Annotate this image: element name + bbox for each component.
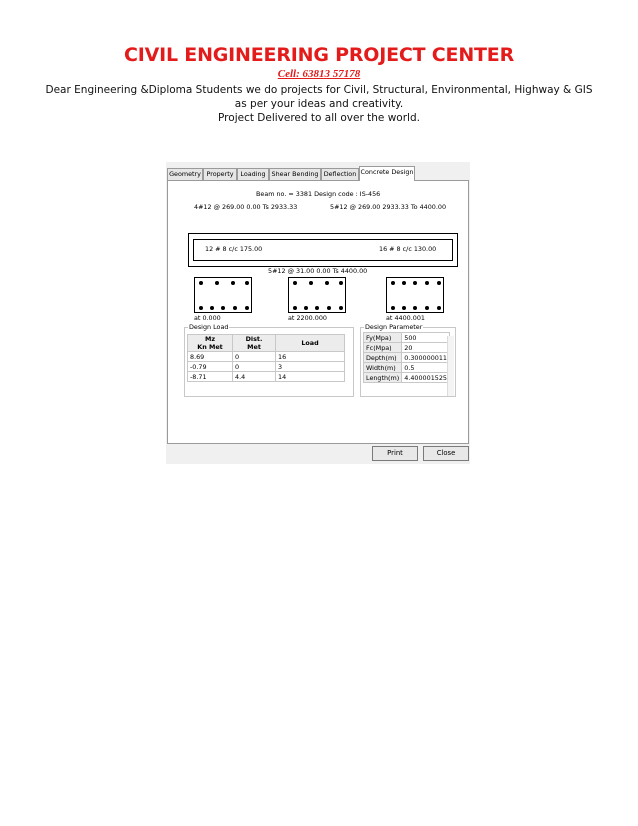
beam-stirrup-zone <box>193 239 453 261</box>
rebar-dot <box>425 281 429 285</box>
param-name: Fy(Mpa) <box>364 333 402 343</box>
col-load[interactable]: Load <box>276 335 345 352</box>
col-mz-line2: Kn Met <box>197 343 223 351</box>
cell-mz: 8.69 <box>188 352 233 362</box>
table-row[interactable] <box>364 363 450 373</box>
rebar-dot <box>309 281 313 285</box>
rebar-dot <box>221 306 225 310</box>
section-3-label: at 4400.001 <box>386 314 425 322</box>
rebar-dot <box>339 281 343 285</box>
cell-dist: 0 <box>233 362 276 372</box>
tab-shear-bending[interactable]: Shear Bending <box>269 168 321 180</box>
tab-geometry[interactable]: Geometry <box>167 168 203 180</box>
design-load-table <box>187 334 345 382</box>
rebar-dot <box>245 306 249 310</box>
top-left-reinforcement: 4#12 @ 269.00 0.00 Ts 2933.33 <box>194 203 298 211</box>
tab-property[interactable]: Property <box>203 168 237 180</box>
rebar-dot <box>413 306 417 310</box>
page-title: CIVIL ENGINEERING PROJECT CENTER <box>124 44 514 66</box>
tab-deflection[interactable]: Deflection <box>321 168 359 180</box>
table-row[interactable] <box>188 362 345 372</box>
col-dist-line1: Dist. <box>245 335 263 343</box>
rebar-dot <box>325 281 329 285</box>
param-value[interactable]: 0.5 <box>402 363 450 373</box>
cell-mz: -0.79 <box>188 362 233 372</box>
param-value[interactable]: 4.400001525 <box>402 373 450 383</box>
table-row[interactable] <box>364 343 450 353</box>
table-row[interactable] <box>364 333 450 343</box>
intro-line-3: Project Delivered to all over the world. <box>218 112 420 124</box>
section-3 <box>386 277 444 313</box>
cell-dist: 0 <box>233 352 276 362</box>
cell-load: 3 <box>276 362 345 372</box>
concrete-design-panel <box>167 180 469 444</box>
rebar-dot <box>315 306 319 310</box>
close-button[interactable]: Close <box>423 446 469 461</box>
stirrup-left: 12 # 8 c/c 175.00 <box>205 245 263 253</box>
section-2 <box>288 277 346 313</box>
rebar-dot <box>199 306 203 310</box>
design-load-group <box>184 323 354 397</box>
contact-phone: Cell: 63813 57178 <box>277 68 361 80</box>
rebar-dot <box>391 281 395 285</box>
design-parameter-group <box>360 323 456 397</box>
rebar-dot <box>339 306 343 310</box>
rebar-dot <box>210 306 214 310</box>
rebar-dot <box>391 306 395 310</box>
rebar-dot <box>402 306 406 310</box>
param-value[interactable]: 0.300000011 <box>402 353 450 363</box>
cell-load: 16 <box>276 352 345 362</box>
col-mz-line1: Mz <box>204 335 216 343</box>
table-row[interactable] <box>188 372 345 382</box>
col-mz[interactable] <box>188 335 233 352</box>
beam-design-window <box>166 162 470 464</box>
col-dist-line2: Met <box>247 343 261 351</box>
section-1-label: at 0.000 <box>194 314 221 322</box>
rebar-dot <box>293 306 297 310</box>
section-2-label: at 2200.000 <box>288 314 327 322</box>
table-row[interactable] <box>364 373 450 383</box>
design-parameter-table <box>363 332 450 383</box>
param-name: Fc(Mpa) <box>364 343 402 353</box>
print-button[interactable]: Print <box>372 446 418 461</box>
rebar-dot <box>327 306 331 310</box>
rebar-dot <box>425 306 429 310</box>
rebar-dot <box>402 281 406 285</box>
rebar-dot <box>215 281 219 285</box>
rebar-dot <box>231 281 235 285</box>
table-row[interactable] <box>364 353 450 363</box>
param-name: Width(m) <box>364 363 402 373</box>
bottom-reinforcement: 5#12 @ 31.00 0.00 Ts 4400.00 <box>268 267 368 275</box>
stirrup-right: 16 # 8 c/c 130.00 <box>379 245 437 253</box>
rebar-dot <box>245 281 249 285</box>
col-dist[interactable] <box>233 335 276 352</box>
rebar-dot <box>413 281 417 285</box>
rebar-dot <box>233 306 237 310</box>
intro-line-2: as per your ideas and creativity. <box>234 98 404 110</box>
param-value[interactable]: 500 <box>402 333 450 343</box>
tab-loading[interactable]: Loading <box>237 168 269 180</box>
rebar-dot <box>437 306 441 310</box>
design-parameter-title: Design Parameter <box>365 323 423 331</box>
rebar-dot <box>293 281 297 285</box>
design-load-title: Design Load <box>189 323 229 331</box>
top-right-reinforcement: 5#12 @ 269.00 2933.33 To 4400.00 <box>330 203 447 211</box>
rebar-dot <box>304 306 308 310</box>
section-1 <box>194 277 252 313</box>
param-value[interactable]: 20 <box>402 343 450 353</box>
param-name: Depth(m) <box>364 353 402 363</box>
rebar-dot <box>199 281 203 285</box>
cell-dist: 4.4 <box>233 372 276 382</box>
param-name: Length(m) <box>364 373 402 383</box>
beam-elevation <box>188 233 458 267</box>
intro-line-1: Dear Engineering &Diploma Students we do projects for Civil, Structural, Environmental, Highway & GIS <box>45 84 593 96</box>
rebar-dot <box>437 281 441 285</box>
table-header-row <box>188 335 345 352</box>
beam-info: Beam no. = 3381 Design code : IS-456 <box>256 190 381 198</box>
parameter-scrollbar[interactable] <box>447 336 454 396</box>
table-row[interactable] <box>188 352 345 362</box>
cell-mz: -8.71 <box>188 372 233 382</box>
tab-concrete-design[interactable]: Concrete Design <box>359 166 415 181</box>
cell-load: 14 <box>276 372 345 382</box>
